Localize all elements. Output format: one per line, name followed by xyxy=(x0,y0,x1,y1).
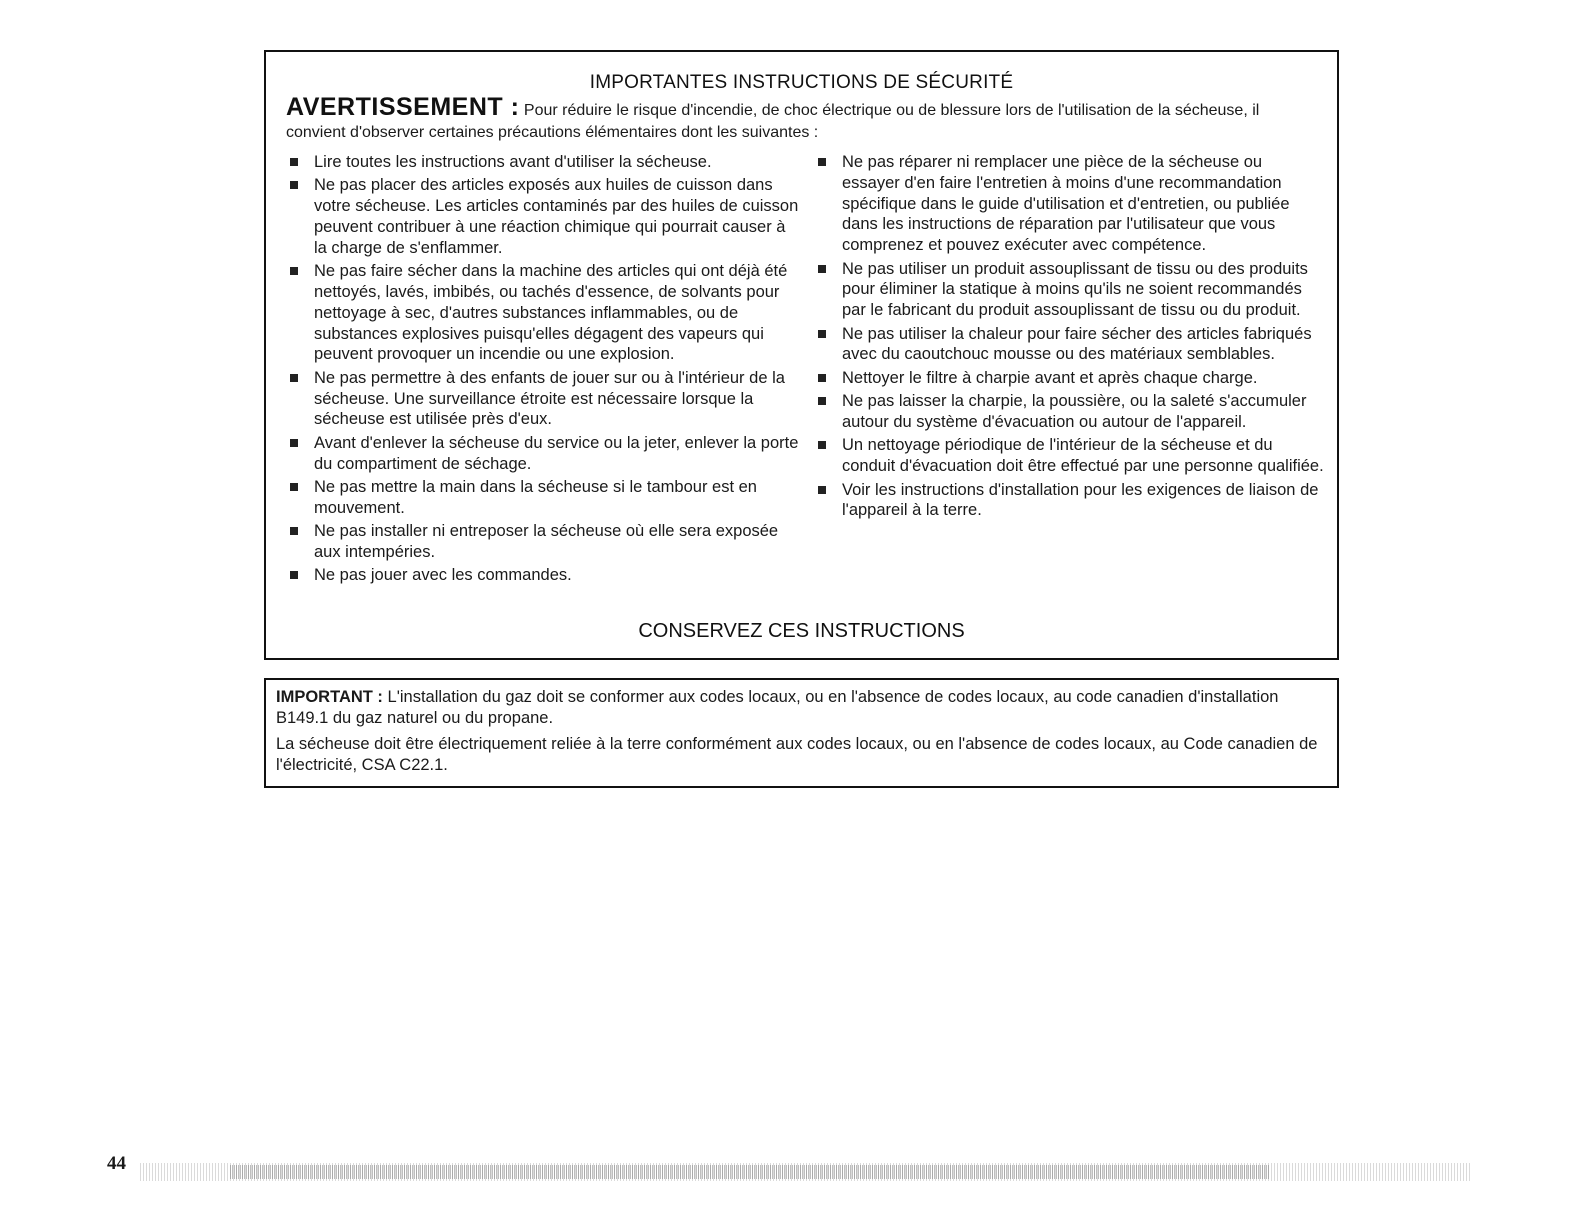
safety-footer: CONSERVEZ CES INSTRUCTIONS xyxy=(638,620,965,642)
important-note-box xyxy=(264,678,1339,788)
square-bullet-icon xyxy=(290,181,298,189)
square-bullet-icon xyxy=(290,571,298,579)
warning-word: AVERTISSEMENT : xyxy=(286,93,520,121)
safety-instructions-box xyxy=(264,50,1339,660)
safety-list-right xyxy=(814,152,1324,524)
list-item: Ne pas utiliser la chaleur pour faire sécher des articles fabriqués avec du caoutchouc mousse ou des matériaux semblables. xyxy=(814,324,1324,366)
square-bullet-icon xyxy=(290,267,298,275)
list-item: Ne pas installer ni entreposer la sécheuse où elle sera exposée aux intempéries. xyxy=(286,521,801,563)
square-bullet-icon xyxy=(290,374,298,382)
safety-title: IMPORTANTES INSTRUCTIONS DE SÉCURITÉ xyxy=(589,72,1014,93)
square-bullet-icon xyxy=(290,483,298,491)
square-bullet-icon xyxy=(818,158,826,166)
list-item: Ne pas réparer ni remplacer une pièce de la sécheuse ou essayer d'en faire l'entretien à moins d'une recommandation spécifique dans le guide d'utilisation et d'entretien, ou publiée dans les instructions de réparation par l'utilisateur que vous comprenez et pouvez exécuter avec compétence. xyxy=(814,152,1324,256)
square-bullet-icon xyxy=(818,265,826,273)
important-paragraph-ground: La sécheuse doit être électriquement reliée à la terre conformément aux codes locaux, ou en l'absence de codes locaux, au Code canadien de l'électricité, CSA C22.1. xyxy=(276,735,1318,774)
list-item: Ne pas jouer avec les commandes. xyxy=(286,565,801,586)
warning-paragraph xyxy=(286,93,1297,144)
list-item: Ne pas laisser la charpie, la poussière, ou la saleté s'accumuler autour du système d'évacuation ou autour de l'appareil. xyxy=(814,391,1324,433)
list-item: Ne pas utiliser un produit assouplissant de tissu ou des produits pour éliminer la statique à moins qu'ils ne soient recommandés par le fabricant du produit assouplissant de tissu ou du produit. xyxy=(814,259,1324,321)
list-item: Voir les instructions d'installation pour les exigences de liaison de l'appareil à la terre. xyxy=(814,480,1324,522)
square-bullet-icon xyxy=(290,439,298,447)
square-bullet-icon xyxy=(818,486,826,494)
square-bullet-icon xyxy=(818,330,826,338)
list-item: Un nettoyage périodique de l'intérieur de la sécheuse et du conduit d'évacuation doit être effectué par une personne qualifiée. xyxy=(814,435,1324,477)
list-item: Ne pas mettre la main dans la sécheuse si le tambour est en mouvement. xyxy=(286,477,801,519)
footer-rule xyxy=(140,1163,1470,1181)
list-item: Ne pas faire sécher dans la machine des articles qui ont déjà été nettoyés, lavés, imbibés, ou tachés d'essence, de solvants pour nettoyage à sec, d'autres substances inflammables, ou de substances explosives puisqu'elles dégagent des vapeurs qui peuvent provoquer un incendie ou une explosion. xyxy=(286,261,801,365)
list-item: Avant d'enlever la sécheuse du service ou la jeter, enlever la porte du compartiment de séchage. xyxy=(286,433,801,475)
square-bullet-icon xyxy=(818,397,826,405)
list-item: Ne pas placer des articles exposés aux huiles de cuisson dans votre sécheuse. Les articles contaminés par des huiles de cuisson peuvent contribuer à une réaction chimique qui pourrait causer à la charge de s'enflammer. xyxy=(286,175,801,258)
list-item: Ne pas permettre à des enfants de jouer sur ou à l'intérieur de la sécheuse. Une surveillance étroite est nécessaire lorsque la sécheuse est utilisée près d'eux. xyxy=(286,368,801,430)
list-item: Nettoyer le filtre à charpie avant et après chaque charge. xyxy=(814,368,1324,389)
square-bullet-icon xyxy=(290,527,298,535)
important-label: IMPORTANT : xyxy=(276,688,383,706)
footer-rule-dense xyxy=(230,1165,1270,1179)
square-bullet-icon xyxy=(818,441,826,449)
safety-list-left xyxy=(286,152,801,589)
important-paragraph-gas: IMPORTANT : L'installation du gaz doit se conformer aux codes locaux, ou en l'absence de codes locaux, au code canadien d'installation B149.1 du gaz naturel ou du propane. xyxy=(276,688,1279,727)
square-bullet-icon xyxy=(818,374,826,382)
list-item: Lire toutes les instructions avant d'utiliser la sécheuse. xyxy=(286,152,801,173)
warning-text: Pour réduire le risque d'incendie, de choc électrique ou de blessure lors de l'utilisation de la sécheuse, il convient d'observer certaines précautions élémentaires dont les suivantes : xyxy=(286,102,1260,141)
page-number: 44 xyxy=(107,1153,126,1174)
square-bullet-icon xyxy=(290,158,298,166)
